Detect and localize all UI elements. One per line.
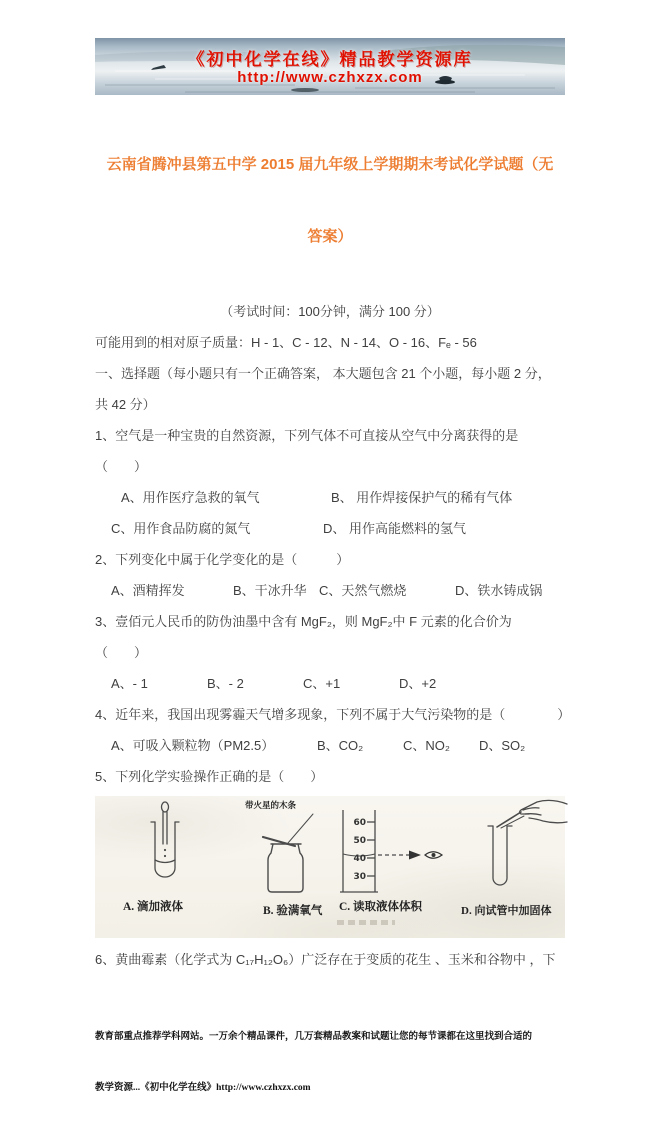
document-content bbox=[95, 38, 571, 1131]
q1-option-a: A、用作医疗急救的氧气 bbox=[121, 490, 260, 505]
q4-options-row bbox=[95, 737, 565, 755]
q3-option-a: A、- 1 bbox=[111, 676, 148, 691]
tick-60: 60 bbox=[353, 818, 366, 828]
banner-url-text: http://www.czhxzx.com bbox=[237, 69, 423, 86]
fig-b-label: B. 验满氧气 bbox=[263, 905, 323, 917]
tick-30: 30 bbox=[353, 872, 366, 882]
page-footer bbox=[95, 995, 565, 1131]
q1-options-row2 bbox=[95, 520, 565, 538]
banner-brand-text: 《初中化学在线》精品教学资源库 bbox=[187, 50, 473, 69]
sight-line-eye-icon bbox=[378, 851, 442, 860]
q2-stem: 2、下列变化中属于化学变化的是（ ） bbox=[95, 552, 350, 567]
q4-option-d: D、SO₂ bbox=[479, 738, 526, 753]
q2-option-d: D、铁水铸成锅 bbox=[455, 583, 543, 598]
atomic-masses-line: 可能用到的相对原子质量：H - 1、C - 12、N - 14、O - 16、Fₑ - 56 bbox=[95, 335, 477, 350]
q3-option-c: C、+1 bbox=[303, 676, 341, 691]
fig-c-label: C. 读取液体体积 bbox=[339, 901, 423, 913]
dropper-icon bbox=[162, 802, 169, 844]
q1-option-d: D、 用作高能燃料的氢气 bbox=[323, 521, 467, 536]
footer-line2-text: 教学资源...《初中化学在线》 bbox=[95, 1083, 217, 1093]
fig-d-label: D. 向试管中加固体 bbox=[461, 905, 552, 917]
gas-bottle-icon bbox=[263, 814, 313, 892]
document-title-line1: 云南省腾冲县第五中学 2015 届九年级上学期期末考试化学试题（无 bbox=[106, 156, 554, 173]
q4-option-c: C、NO₂ bbox=[403, 738, 450, 753]
cropped-text-artifact bbox=[337, 920, 395, 925]
fig-c-graduated-cylinder-diagram bbox=[333, 806, 458, 898]
document-title bbox=[95, 105, 565, 297]
q2-option-b: B、干冰升华 bbox=[233, 583, 307, 598]
q1-answer-bracket: （ ） bbox=[95, 459, 148, 474]
tick-40: 40 bbox=[353, 854, 366, 864]
q5-figure-strip bbox=[95, 796, 565, 938]
fig-b-annotation: 带火星的木条 bbox=[245, 800, 297, 810]
q3-option-d: D、+2 bbox=[399, 676, 437, 691]
q2-options-row bbox=[95, 582, 565, 600]
q3-answer-bracket: （ ） bbox=[95, 645, 148, 660]
header-banner-image bbox=[95, 38, 565, 95]
q1-option-c: C、用作食品防腐的氮气 bbox=[111, 521, 251, 536]
q4-option-a: A、可吸入颗粒物（PM2.5） bbox=[111, 738, 275, 753]
hand-icon bbox=[520, 800, 568, 822]
q2-option-c: C、天然气燃烧 bbox=[319, 583, 407, 598]
q1-stem: 1、空气是一种宝贵的自然资源，下列气体不可直接从空气中分离获得的是 bbox=[95, 428, 519, 443]
fig-d-test-tube-hand-diagram bbox=[463, 796, 568, 898]
tick-50: 50 bbox=[353, 836, 366, 846]
q3-options-row bbox=[95, 675, 565, 693]
document-title-line2: 答案） bbox=[307, 228, 353, 245]
q2-option-a: A、酒精挥发 bbox=[111, 583, 185, 598]
q4-option-b: B、CO₂ bbox=[317, 738, 364, 753]
fig-a-label: A. 滴加液体 bbox=[123, 901, 184, 913]
footer-line2 bbox=[95, 1080, 565, 1097]
section-heading-line2: 共 42 分） bbox=[95, 397, 156, 412]
q6-stem: 6、黄曲霉素（化学式为 C₁₇H₁₂O₆）广泛存在于变质的花生 、玉米和谷物中 ，下 bbox=[95, 952, 556, 967]
test-tube-icon bbox=[488, 826, 512, 885]
footer-url-link[interactable]: http://www.czhxzx.com bbox=[216, 1083, 311, 1093]
q1-options-row1 bbox=[95, 489, 565, 507]
q4-stem: 4、近年来，我国出现雾霾天气增多现象，下列不属于大气污染物的是（ ） bbox=[95, 707, 571, 722]
footer-line1: 教育部重点推荐学科网站。一万余个精品课件，几万套精品教案和试题让您的每节课都在这里找到合适的 bbox=[95, 1032, 533, 1042]
liquid-drops-icon bbox=[164, 849, 166, 857]
exam-info-line: （考试时间：100分钟，满分 100 分） bbox=[220, 304, 440, 319]
fig-a-dropper-test-tube-diagram bbox=[125, 800, 205, 896]
q3-option-b: B、- 2 bbox=[207, 676, 244, 691]
q5-stem: 5、下列化学实验操作正确的是（ ） bbox=[95, 769, 324, 784]
q3-stem: 3、壹佰元人民币的防伪油墨中含有 MgF₂，则 MgF₂中 F 元素的化合价为 bbox=[95, 614, 512, 629]
section-heading-line1: 一、选择题（每小题只有一个正确答案， 本大题包含 21 个小题，每小题 2 分， bbox=[95, 366, 551, 381]
cylinder-scale-labels bbox=[353, 818, 366, 882]
q1-option-b: B、 用作焊接保护气的稀有气体 bbox=[331, 490, 513, 505]
